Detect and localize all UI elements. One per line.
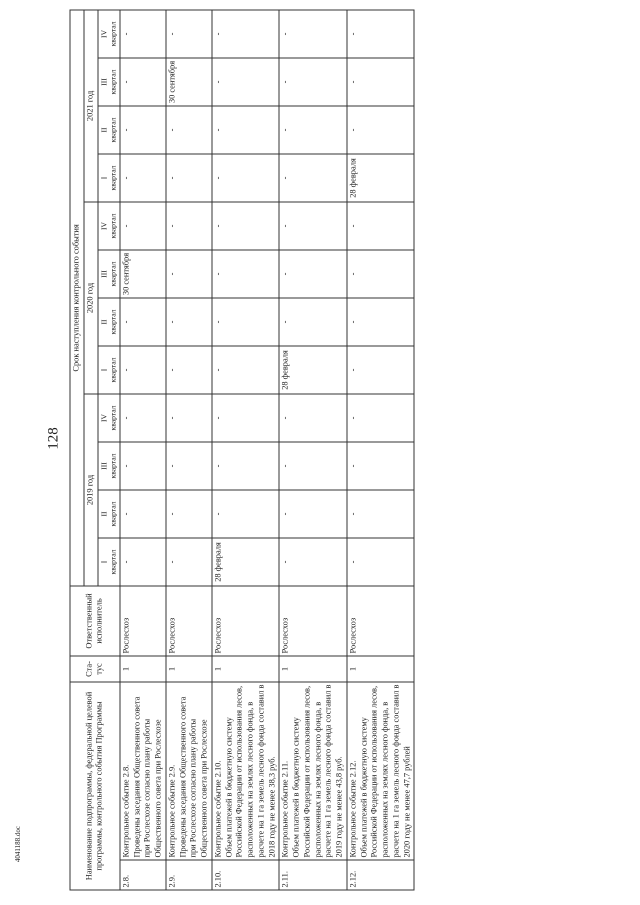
quarter-numeral: II bbox=[99, 127, 108, 133]
deadline-date-cell: 28 февраля bbox=[347, 154, 415, 202]
header-quarter bbox=[98, 10, 120, 58]
deadline-empty-cell: - bbox=[212, 250, 280, 298]
deadline-empty-cell: - bbox=[166, 10, 212, 58]
table-row bbox=[212, 10, 280, 890]
deadline-empty-cell: - bbox=[279, 394, 347, 442]
deadline-empty-cell: - bbox=[212, 490, 280, 538]
header-year: 2019 год bbox=[84, 394, 98, 586]
responsible-executor: Рослесхоз bbox=[212, 586, 280, 656]
event-status: 1 bbox=[279, 656, 347, 682]
deadline-date-cell: 30 сентября bbox=[120, 250, 166, 298]
responsible-executor: Рослесхоз bbox=[279, 586, 347, 656]
quarter-word: квартал bbox=[108, 453, 118, 479]
quarter-numeral: III bbox=[99, 270, 108, 278]
deadline-empty-cell: - bbox=[166, 538, 212, 586]
deadline-empty-cell: - bbox=[166, 346, 212, 394]
deadline-empty-cell: - bbox=[212, 10, 280, 58]
deadline-empty-cell: - bbox=[120, 106, 166, 154]
header-quarter bbox=[98, 346, 120, 394]
header-quarter bbox=[98, 58, 120, 106]
header-name: Наименование подпрограммы, федеральной целевой программы, контрольного события Программы bbox=[70, 682, 120, 890]
quarter-word: квартал bbox=[108, 69, 118, 95]
event-title: Контрольное событие 2.12. bbox=[348, 760, 358, 858]
event-description: Проведены заседания Общественного совета при Рослесхозе согласно плану работы Общественного совета при Рослесхозе bbox=[178, 696, 209, 858]
deadline-empty-cell: - bbox=[347, 538, 415, 586]
event-name-cell bbox=[166, 682, 212, 860]
event-name-cell bbox=[279, 682, 347, 860]
quarter-numeral: IV bbox=[99, 222, 108, 231]
quarter-word: квартал bbox=[108, 501, 118, 527]
quarter-numeral: I bbox=[99, 368, 108, 372]
deadline-empty-cell: - bbox=[166, 202, 212, 250]
event-name-cell bbox=[120, 682, 166, 860]
quarter-numeral: II bbox=[99, 319, 108, 325]
deadline-empty-cell: - bbox=[212, 298, 280, 346]
deadline-empty-cell: - bbox=[279, 58, 347, 106]
quarter-word: квартал bbox=[108, 549, 118, 575]
header-status: Ста-тус bbox=[70, 656, 120, 682]
header-quarter bbox=[98, 154, 120, 202]
deadline-date-cell: 28 февраля bbox=[212, 538, 280, 586]
event-title: Контрольное событие 2.9. bbox=[167, 764, 177, 858]
event-description: Объем платежей в бюджетную систему Российской Федерации от использования лесов, расположенных на землях лесного фонда, в расчете на 1 га земель лесного фонда составил в 2019 году не менее 43,8 руб. bbox=[291, 684, 344, 858]
deadline-empty-cell: - bbox=[347, 346, 415, 394]
deadline-empty-cell: - bbox=[347, 10, 415, 58]
row-number: 2.11. bbox=[279, 860, 347, 890]
deadline-empty-cell: - bbox=[279, 490, 347, 538]
deadline-date-cell: 30 сентября bbox=[166, 58, 212, 106]
event-description: Проведены заседания Общественного совета при Рослесхозе согласно плану работы Общественного совета при Рослесхозе bbox=[132, 696, 163, 858]
quarter-numeral: III bbox=[99, 462, 108, 470]
row-number: 2.10. bbox=[212, 860, 280, 890]
deadline-empty-cell: - bbox=[120, 58, 166, 106]
event-status: 1 bbox=[212, 656, 280, 682]
deadline-empty-cell: - bbox=[166, 490, 212, 538]
deadline-empty-cell: - bbox=[166, 250, 212, 298]
deadline-empty-cell: - bbox=[347, 106, 415, 154]
row-number: 2.8. bbox=[120, 860, 166, 890]
quarter-numeral: III bbox=[99, 78, 108, 86]
deadline-empty-cell: - bbox=[279, 202, 347, 250]
event-status: 1 bbox=[120, 656, 166, 682]
deadline-empty-cell: - bbox=[120, 154, 166, 202]
quarter-numeral: IV bbox=[99, 29, 108, 38]
header-quarter bbox=[98, 394, 120, 442]
deadline-empty-cell: - bbox=[212, 58, 280, 106]
table-row bbox=[347, 10, 415, 890]
quarter-numeral: I bbox=[99, 560, 108, 564]
deadline-empty-cell: - bbox=[212, 106, 280, 154]
quarter-word: квартал bbox=[108, 261, 118, 287]
table-row bbox=[279, 10, 347, 890]
row-number: 2.9. bbox=[166, 860, 212, 890]
deadline-empty-cell: - bbox=[279, 298, 347, 346]
header-quarter bbox=[98, 538, 120, 586]
deadline-empty-cell: - bbox=[212, 442, 280, 490]
deadline-empty-cell: - bbox=[347, 202, 415, 250]
row-number: 2.12. bbox=[347, 860, 415, 890]
header-responsible: Ответственный исполнитель bbox=[70, 586, 120, 656]
header-year: 2021 год bbox=[84, 10, 98, 202]
quarter-word: квартал bbox=[108, 405, 118, 431]
event-name-cell bbox=[212, 682, 280, 860]
deadline-empty-cell: - bbox=[166, 298, 212, 346]
deadline-empty-cell: - bbox=[279, 538, 347, 586]
event-title: Контрольное событие 2.10. bbox=[213, 760, 223, 858]
responsible-executor: Рослесхоз bbox=[166, 586, 212, 656]
quarter-word: квартал bbox=[108, 165, 118, 191]
deadline-empty-cell: - bbox=[166, 106, 212, 154]
header-quarter bbox=[98, 202, 120, 250]
event-status: 1 bbox=[347, 656, 415, 682]
event-description: Объем платежей в бюджетную систему Российской Федерации от использования лесов, расположенных на землях лесного фонда, в расчете на 1 га земель лесного фонда составил в 2018 году не менее 38,3 руб. bbox=[224, 684, 277, 858]
deadline-empty-cell: - bbox=[166, 394, 212, 442]
deadline-empty-cell: - bbox=[279, 10, 347, 58]
rotated-table-container bbox=[70, 11, 595, 891]
table-row bbox=[166, 10, 212, 890]
deadline-empty-cell: - bbox=[279, 250, 347, 298]
deadline-empty-cell: - bbox=[212, 202, 280, 250]
deadline-empty-cell: - bbox=[212, 394, 280, 442]
event-name-cell bbox=[347, 682, 415, 860]
header-deadline: Срок наступления контрольного события bbox=[70, 10, 84, 586]
header-quarter bbox=[98, 442, 120, 490]
deadline-empty-cell: - bbox=[120, 346, 166, 394]
quarter-word: квартал bbox=[108, 21, 118, 47]
header-quarter bbox=[98, 250, 120, 298]
header-quarter bbox=[98, 298, 120, 346]
table-row bbox=[120, 10, 166, 890]
deadline-empty-cell: - bbox=[120, 10, 166, 58]
deadline-empty-cell: - bbox=[279, 106, 347, 154]
header-quarter bbox=[98, 490, 120, 538]
quarter-word: квартал bbox=[108, 213, 118, 239]
deadline-empty-cell: - bbox=[347, 250, 415, 298]
deadline-empty-cell: - bbox=[347, 442, 415, 490]
event-description: Объем платежей в бюджетную систему Российской Федерации от использования лесов, расположенных на землях лесного фонда, в расчете на 1 га земель лесного фонда составил в 2020 году не менее 47,7 рублей bbox=[359, 684, 412, 858]
deadline-empty-cell: - bbox=[120, 490, 166, 538]
deadline-empty-cell: - bbox=[347, 298, 415, 346]
responsible-executor: Рослесхоз bbox=[120, 586, 166, 656]
responsible-executor: Рослесхоз bbox=[347, 586, 415, 656]
deadline-empty-cell: - bbox=[120, 202, 166, 250]
deadline-empty-cell: - bbox=[279, 154, 347, 202]
quarter-word: квартал bbox=[108, 117, 118, 143]
quarter-numeral: I bbox=[99, 176, 108, 180]
control-events-table bbox=[70, 9, 415, 890]
event-title: Контрольное событие 2.8. bbox=[121, 764, 131, 858]
deadline-empty-cell: - bbox=[279, 442, 347, 490]
header-quarter bbox=[98, 106, 120, 154]
deadline-empty-cell: - bbox=[120, 394, 166, 442]
document-code: 4041188.doc bbox=[14, 825, 22, 863]
deadline-empty-cell: - bbox=[166, 154, 212, 202]
quarter-numeral: II bbox=[99, 511, 108, 517]
page-number: 128 bbox=[45, 427, 62, 450]
header-year: 2020 год bbox=[84, 202, 98, 394]
quarter-numeral: IV bbox=[99, 414, 108, 423]
quarter-word: квартал bbox=[108, 357, 118, 383]
deadline-date-cell: 28 февраля bbox=[279, 346, 347, 394]
deadline-empty-cell: - bbox=[212, 154, 280, 202]
quarter-word: квартал bbox=[108, 309, 118, 335]
deadline-empty-cell: - bbox=[120, 298, 166, 346]
event-title: Контрольное событие 2.11. bbox=[280, 760, 290, 858]
deadline-empty-cell: - bbox=[212, 346, 280, 394]
deadline-empty-cell: - bbox=[166, 442, 212, 490]
deadline-empty-cell: - bbox=[120, 538, 166, 586]
deadline-empty-cell: - bbox=[347, 394, 415, 442]
deadline-empty-cell: - bbox=[120, 442, 166, 490]
deadline-empty-cell: - bbox=[347, 490, 415, 538]
event-status: 1 bbox=[166, 656, 212, 682]
deadline-empty-cell: - bbox=[347, 58, 415, 106]
